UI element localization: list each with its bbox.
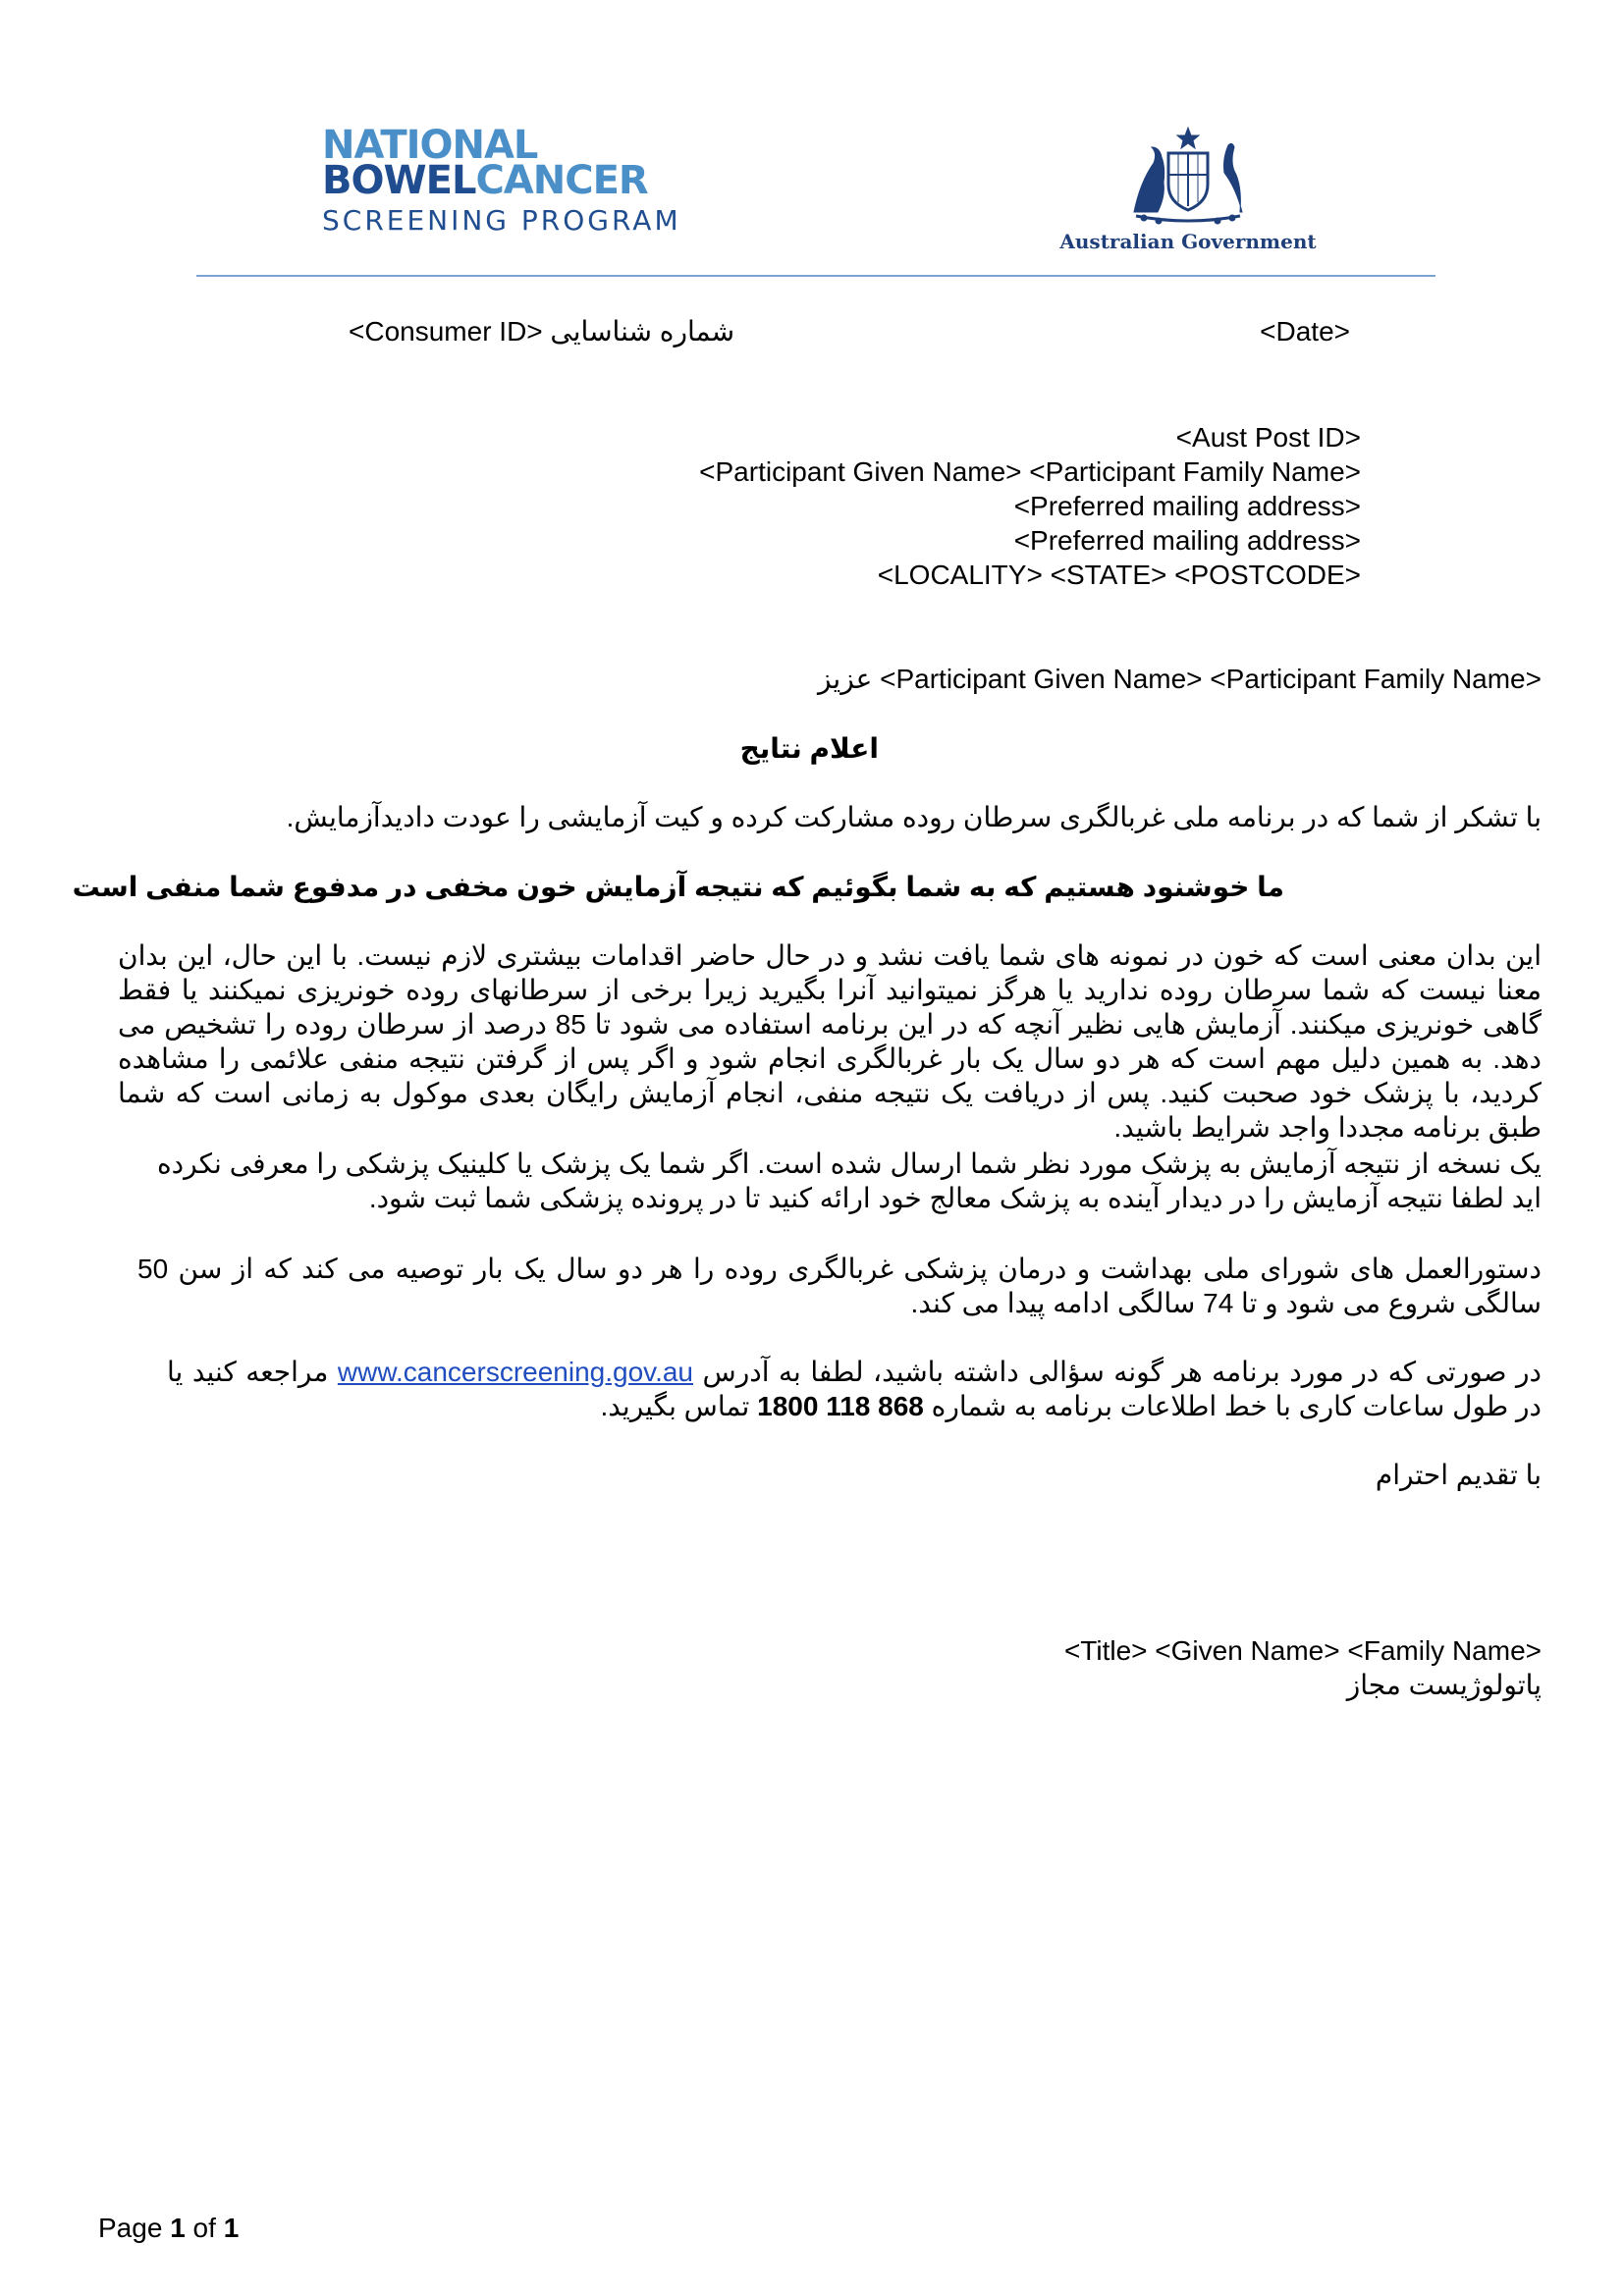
logo-line-national: NATIONAL — [322, 123, 538, 168]
address-locality: <LOCALITY> <STATE> <POSTCODE> — [877, 560, 1361, 590]
logo-word-bowel: BOWEL — [322, 158, 476, 203]
thanks-paragraph: با تشکر از شما که در برنامه ملی غربالگری سرطان روده مشارکت کرده و کیت آزمایشی را عودت دادیدآزمایش. — [286, 802, 1542, 832]
page-word: Page — [98, 2213, 163, 2243]
address-mailing-line-2: <Preferred mailing address> — [1013, 525, 1361, 556]
phone-number: 1800 118 868 — [757, 1391, 924, 1421]
coat-of-arms-icon — [1114, 124, 1262, 226]
contact-text-before-link: در صورتی که در مورد برنامه هر گونه سؤالی داشته باشید، لطفا به آدرس — [702, 1357, 1543, 1387]
contact-text-after-link: مراجعه کنید یا در طول ساعات کاری با خط اطلاعات برنامه به شماره — [167, 1357, 1542, 1421]
reference-row — [349, 314, 1350, 353]
website-link[interactable]: www.cancerscreening.gov.au — [337, 1357, 693, 1387]
total-pages: 1 — [223, 2213, 240, 2243]
logo-line-bowel-cancer — [322, 158, 695, 203]
address-aust-post-id: <Aust Post ID> — [1175, 422, 1361, 453]
of-word: of — [192, 2213, 216, 2243]
current-page: 1 — [170, 2213, 186, 2243]
contact-text-end: تماس بگیرید. — [600, 1391, 750, 1421]
consumer-id: شماره شناسایی <Consumer ID> — [349, 316, 735, 347]
result-explanation-paragraph: این بدان معنی است که خون در نمونه های شما یافت نشد و در حال حاضر اقدامات بیشتری لازم نیست. با این حال، این بدان معنا نیست که شما سرطان روده ندارید یا هرگز نمیتوانید آنرا بگیرید زیرا برخی از سرطانهای روده خونریزی نمیکنند یا فقط گاهی خونریزی میکنند. آزمایش هایی نظیر آنچه که در این برنامه استفاده می شود تا 85 درصد از سرطان روده را تشخیص می دهد. به همین دلیل مهم است که هر دو سال یک بار غربالگری انجام شود و اگر پس از گرفتن نتیجه منفی علائمی را مشاهده کردید، با پزشک خود صحبت کنید. پس از دریافت یک نتیجه منفی، انجام آزمایش رایگان بعدی موکول به زمانی است که شما طبق برنامه مجددا واجد شرایط باشید. — [118, 940, 1543, 1143]
address-mailing-line-1: <Preferred mailing address> — [1013, 491, 1361, 521]
logo-word-cancer: CANCER — [475, 158, 648, 203]
signatory-name: <Title> <Given Name> <Family Name> — [1063, 1635, 1542, 1666]
result-heading: ما خوشنود هستیم که به شما بگوئیم که نتیجه آزمایش خون مخفی در مدفوع شما منفی است — [72, 872, 1284, 902]
letter-date: <Date> — [1260, 316, 1350, 347]
logo-line-screening-program: SCREENING PROGRAM — [322, 204, 681, 237]
letter-title: اعلام نتایج — [739, 733, 879, 764]
government-name: Australian Government — [1059, 230, 1317, 253]
address-participant-name: <Participant Given Name> <Participant Family Name> — [699, 456, 1361, 487]
recipient-address — [491, 420, 1361, 592]
contact-paragraph — [167, 1355, 1542, 1423]
header-divider — [196, 275, 1435, 277]
salutation: <Participant Given Name> <Participant Family Name> عزیز — [817, 664, 1542, 694]
signatory-role: پاتولوژیست مجاز — [1346, 1670, 1542, 1700]
program-logo — [322, 123, 695, 237]
closing: با تقدیم احترام — [1375, 1460, 1542, 1490]
page-indicator — [98, 2211, 239, 2245]
government-logo — [1051, 124, 1326, 253]
guidelines-paragraph: دستورالعمل های شورای ملی بهداشت و درمان پزشکی غربالگری روده را هر دو سال یک بار توصیه می کند که از سن 50 سالگی شروع می شود و تا 74 سالگی ادامه پیدا می کند. — [137, 1254, 1542, 1318]
doctor-copy-paragraph: یک نسخه از نتیجه آزمایش به پزشک مورد نظر شما ارسال شده است. اگر شما یک پزشک یا کلینیک پزشکی را معرفی نکرده اید لطفا نتیجه آزمایش را در دیدار آینده به پزشک معالج خود ارائه کنید تا در پرونده پزشکی شما ثبت شود. — [157, 1148, 1542, 1213]
